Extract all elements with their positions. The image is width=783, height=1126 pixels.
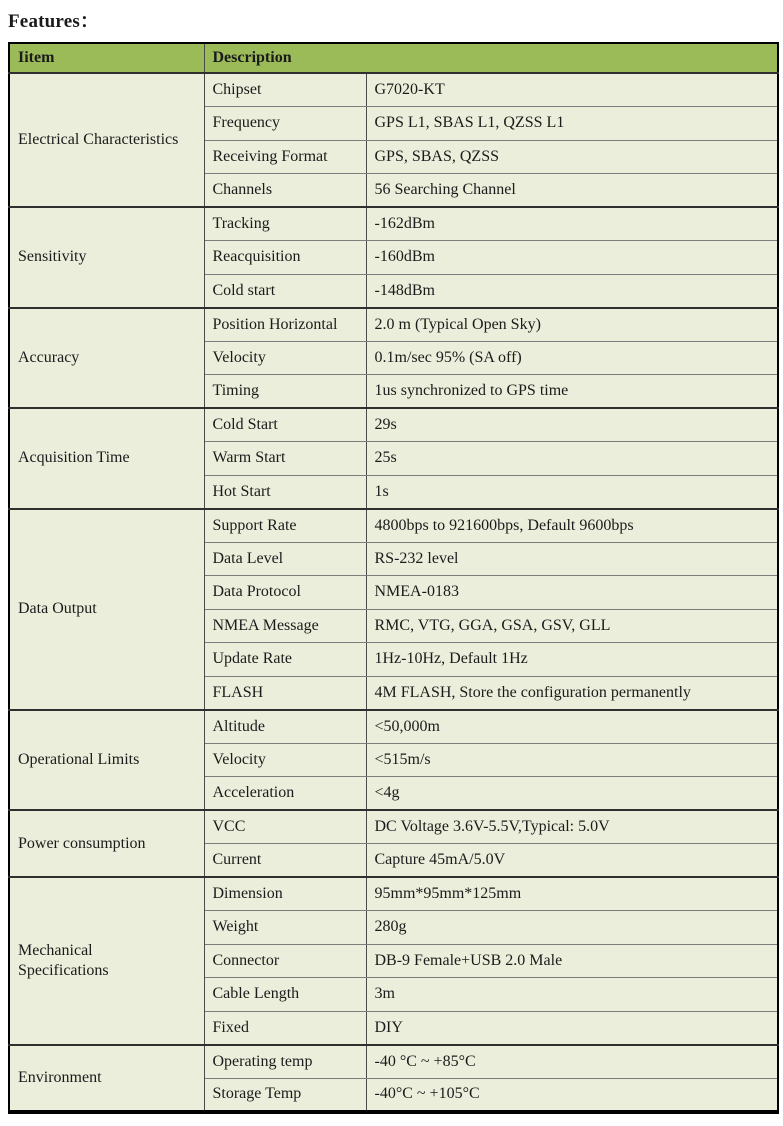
spec-value-cell: 95mm*95mm*125mm bbox=[366, 877, 778, 911]
spec-value-cell: 2.0 m (Typical Open Sky) bbox=[366, 308, 778, 342]
category-cell: Environment bbox=[9, 1045, 204, 1112]
spec-value-cell: 280g bbox=[366, 911, 778, 945]
spec-value-cell: NMEA-0183 bbox=[366, 576, 778, 610]
spec-value-cell: RMC, VTG, GGA, GSA, GSV, GLL bbox=[366, 609, 778, 643]
spec-value-cell: 1Hz-10Hz, Default 1Hz bbox=[366, 643, 778, 677]
spec-name-cell: NMEA Message bbox=[204, 609, 366, 643]
header-description: Description bbox=[204, 43, 778, 73]
spec-value-cell: 4800bps to 921600bps, Default 9600bps bbox=[366, 509, 778, 543]
spec-name-cell: Altitude bbox=[204, 710, 366, 744]
spec-value-cell: 29s bbox=[366, 408, 778, 442]
spec-name-cell: Reacquisition bbox=[204, 241, 366, 275]
spec-value-cell: G7020-KT bbox=[366, 73, 778, 107]
spec-value-cell: Capture 45mA/5.0V bbox=[366, 844, 778, 878]
category-cell: Data Output bbox=[9, 509, 204, 710]
category-cell: Operational Limits bbox=[9, 710, 204, 811]
spec-name-cell: Current bbox=[204, 844, 366, 878]
spec-name-cell: Operating temp bbox=[204, 1045, 366, 1079]
spec-name-cell: Frequency bbox=[204, 107, 366, 141]
spec-value-cell: -148dBm bbox=[366, 274, 778, 308]
spec-name-cell: Receiving Format bbox=[204, 140, 366, 174]
category-cell: Electrical Characteristics bbox=[9, 73, 204, 207]
spec-name-cell: Fixed bbox=[204, 1011, 366, 1045]
spec-value-cell: -160dBm bbox=[366, 241, 778, 275]
spec-name-cell: Update Rate bbox=[204, 643, 366, 677]
spec-value-cell: <515m/s bbox=[366, 743, 778, 777]
spec-name-cell: Tracking bbox=[204, 207, 366, 241]
table-row bbox=[9, 877, 778, 911]
spec-name-cell: Position Horizontal bbox=[204, 308, 366, 342]
spec-name-cell: Cable Length bbox=[204, 978, 366, 1012]
spec-name-cell: Hot Start bbox=[204, 475, 366, 509]
spec-value-cell: 1us synchronized to GPS time bbox=[366, 375, 778, 409]
spec-name-cell: Dimension bbox=[204, 877, 366, 911]
spec-value-cell: -40°C ~ +105°C bbox=[366, 1078, 778, 1112]
spec-value-cell: <50,000m bbox=[366, 710, 778, 744]
spec-value-cell: 56 Searching Channel bbox=[366, 174, 778, 208]
spec-value-cell: 25s bbox=[366, 442, 778, 476]
spec-name-cell: Cold Start bbox=[204, 408, 366, 442]
spec-value-cell: DIY bbox=[366, 1011, 778, 1045]
spec-value-cell: 1s bbox=[366, 475, 778, 509]
table-row bbox=[9, 308, 778, 342]
spec-value-cell: 0.1m/sec 95% (SA off) bbox=[366, 341, 778, 375]
table-row bbox=[9, 710, 778, 744]
spec-name-cell: Cold start bbox=[204, 274, 366, 308]
table-row bbox=[9, 207, 778, 241]
header-item: Iitem bbox=[9, 43, 204, 73]
spec-name-cell: FLASH bbox=[204, 676, 366, 710]
table-row bbox=[9, 509, 778, 543]
spec-name-cell: Connector bbox=[204, 944, 366, 978]
features-table bbox=[8, 42, 779, 1114]
category-cell: Power consumption bbox=[9, 810, 204, 877]
spec-name-cell: Velocity bbox=[204, 743, 366, 777]
spec-value-cell: GPS, SBAS, QZSS bbox=[366, 140, 778, 174]
spec-name-cell: Chipset bbox=[204, 73, 366, 107]
spec-value-cell: GPS L1, SBAS L1, QZSS L1 bbox=[366, 107, 778, 141]
spec-name-cell: Support Rate bbox=[204, 509, 366, 543]
spec-name-cell: VCC bbox=[204, 810, 366, 844]
spec-value-cell: -40 °C ~ +85°C bbox=[366, 1045, 778, 1079]
features-table-body bbox=[9, 73, 778, 1112]
spec-name-cell: Data Level bbox=[204, 542, 366, 576]
spec-name-cell: Data Protocol bbox=[204, 576, 366, 610]
table-row bbox=[9, 1045, 778, 1079]
spec-value-cell: 3m bbox=[366, 978, 778, 1012]
category-cell: Accuracy bbox=[9, 308, 204, 409]
table-row bbox=[9, 408, 778, 442]
page-title: Features： bbox=[8, 11, 100, 32]
header-row bbox=[9, 43, 778, 73]
category-cell: Acquisition Time bbox=[9, 408, 204, 509]
spec-name-cell: Warm Start bbox=[204, 442, 366, 476]
spec-name-cell: Storage Temp bbox=[204, 1078, 366, 1112]
spec-value-cell: <4g bbox=[366, 777, 778, 811]
spec-name-cell: Acceleration bbox=[204, 777, 366, 811]
spec-value-cell: RS-232 level bbox=[366, 542, 778, 576]
spec-value-cell: -162dBm bbox=[366, 207, 778, 241]
category-cell: Sensitivity bbox=[9, 207, 204, 308]
spec-value-cell: DB-9 Female+USB 2.0 Male bbox=[366, 944, 778, 978]
spec-value-cell: DC Voltage 3.6V-5.5V,Typical: 5.0V bbox=[366, 810, 778, 844]
spec-name-cell: Weight bbox=[204, 911, 366, 945]
spec-name-cell: Velocity bbox=[204, 341, 366, 375]
table-row bbox=[9, 810, 778, 844]
spec-value-cell: 4M FLASH, Store the configuration permanently bbox=[366, 676, 778, 710]
spec-name-cell: Channels bbox=[204, 174, 366, 208]
spec-name-cell: Timing bbox=[204, 375, 366, 409]
table-row bbox=[9, 73, 778, 107]
category-cell: Mechanical Specifications bbox=[9, 877, 204, 1045]
